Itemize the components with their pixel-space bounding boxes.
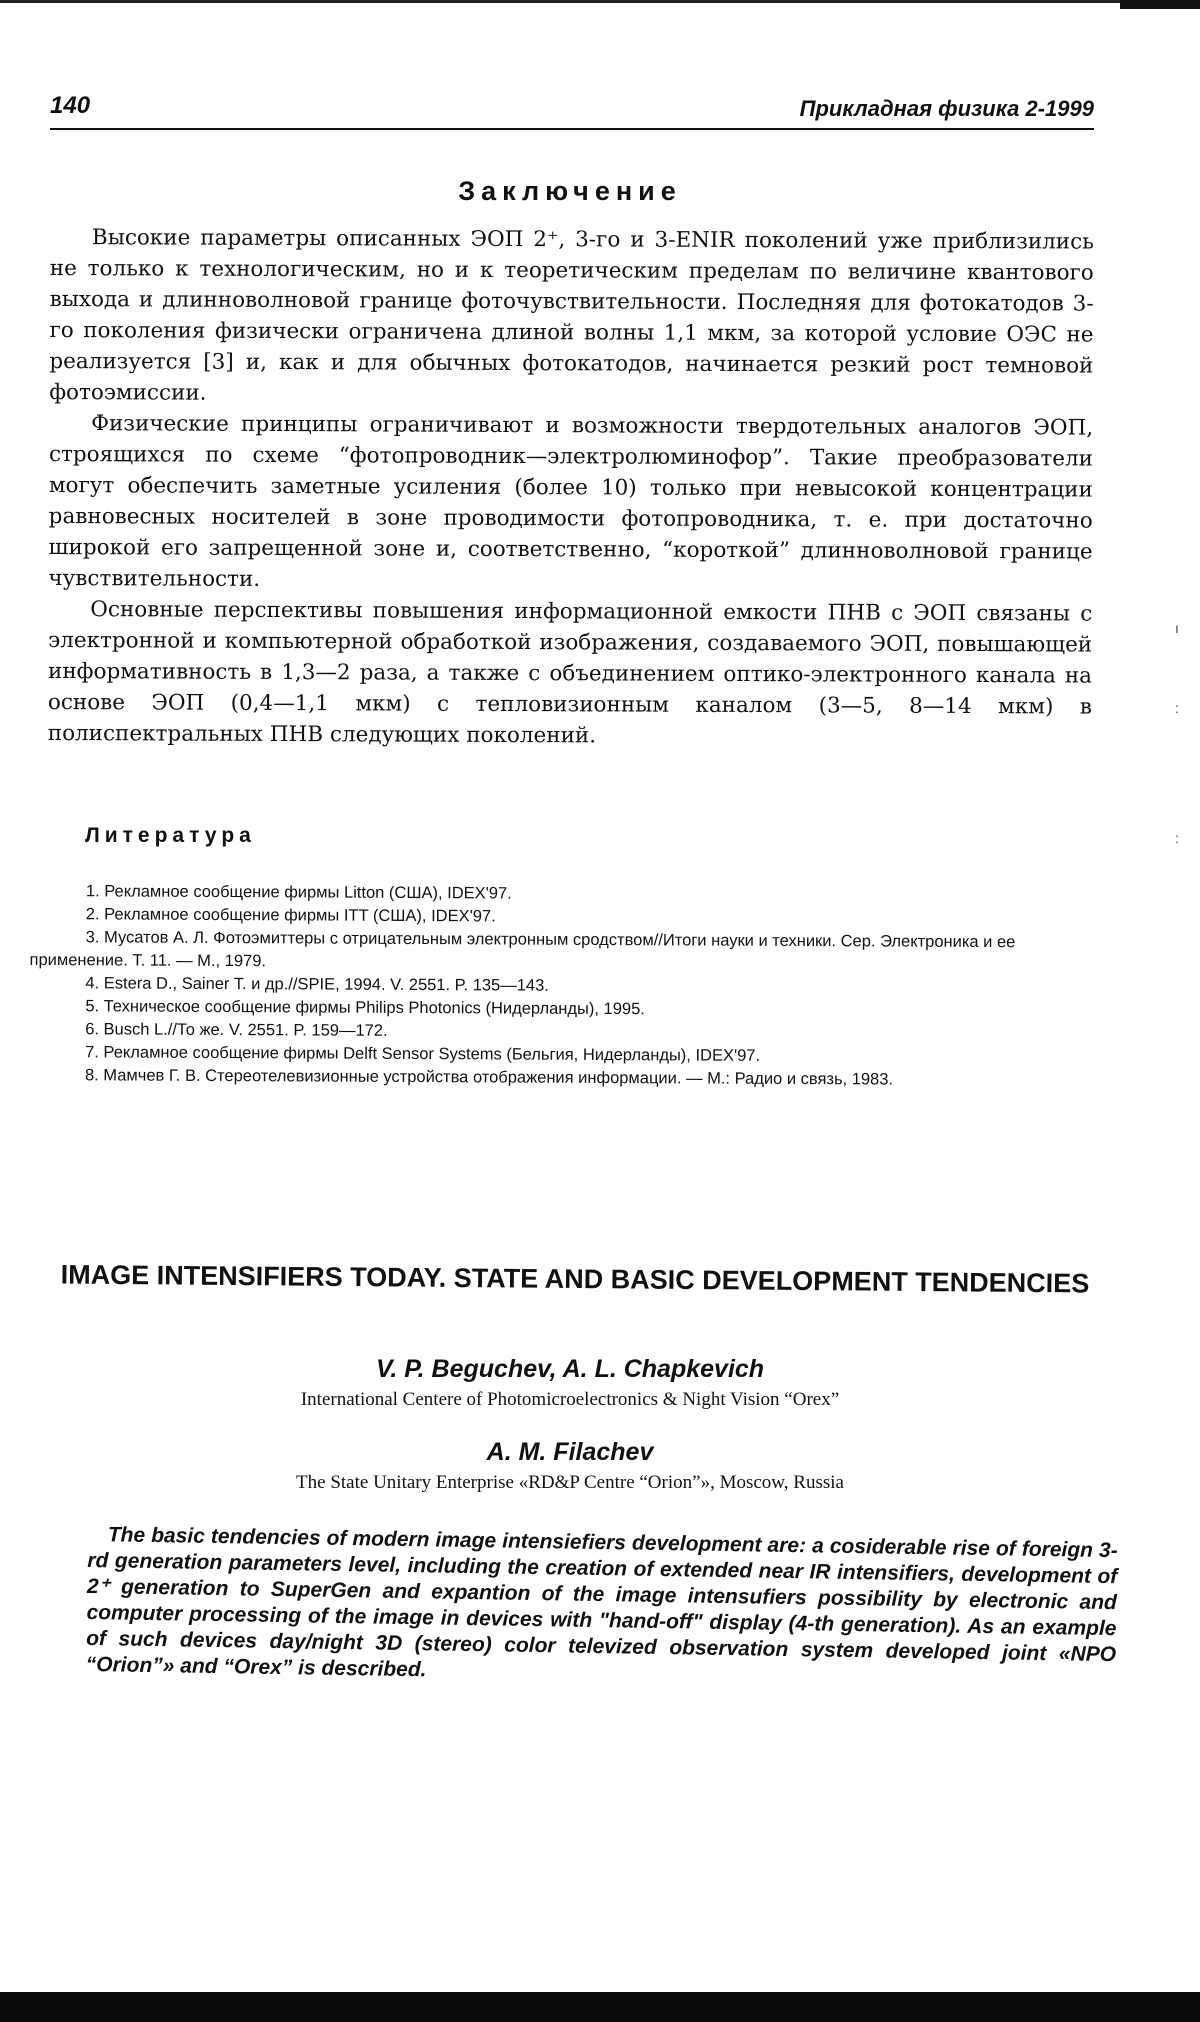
scan-speck: : xyxy=(1175,830,1179,846)
affiliation-1: International Centere of Photomicroelectronics & Night Vision “Orex” xyxy=(300,1389,840,1410)
conclusion-body xyxy=(48,222,1094,754)
journal-title: Прикладная физика 2-1999 xyxy=(799,96,1094,121)
reference-item: 4. Estera D., Sainer T. и др.//SPIE, 1994. V. 2551. P. 135—143. xyxy=(85,974,549,995)
conclusion-heading: Заключение xyxy=(458,176,682,206)
conclusion-paragraph: Высокие параметры описанных ЭОП 2⁺, 3-го и 3-ENIR поколений уже приблизились не только к технологическим, но и к теоретическим пределам по величине квантового выхода и длинноволновой границе фоточувствительности. Последняя для фотокатодов 3-го поколения физически ограничена длиной волны 1,1 мкм, за которой условие ОЭС не реализуется [3] и, как и для обычных фотокатодов, начинается резкий рост темновой фотоэмиссии. xyxy=(49,225,1094,406)
conclusion-paragraph: Основные перспективы повышения информационной емкости ПНВ с ЭОП связаны с электронной и компьютерной обработкой изображения, создаваемого ЭОП, повышающей информативность в 1,3—2 раза, а также с объединением оптико-электронного канала на основе ЭОП (0,4—1,1 мкм) с тепловизионным каналом (3—5, 8—14 мкм) в полиспектральных ПНВ следующих поколений. xyxy=(47,597,1093,749)
english-title: IMAGE INTENSIFIERS TODAY. STATE AND BASIC DEVELOPMENT TENDENCIES xyxy=(60,1259,1090,1299)
scan-border-top xyxy=(0,0,1200,3)
authors-line-2: A. M. Filachev xyxy=(486,1438,654,1466)
reference-item: 5. Техническое сообщение фирмы Philips Photonics (Нидерланды), 1995. xyxy=(85,997,645,1019)
reference-item: 8. Мамчев Г. В. Стереотелевизионные устройства отображения информации. — М.: Радио и связь, 1983. xyxy=(84,1066,894,1089)
scan-speck: ı xyxy=(1175,620,1179,636)
reference-list xyxy=(29,880,1110,1093)
page-number: 140 xyxy=(50,92,91,119)
references-heading: Литература xyxy=(85,824,256,847)
conclusion-paragraph: Физические принципы ограничивают и возможности твердотельных аналогов ЭОП, строящихся по схеме “фотопроводник—электролюминофор”. Такие преобразователи могут обеспечить заметные усиления (более 10) только при невысокой концентрации равновесных носителей в зоне проводимости фотопроводника, т. е. при достаточно широкой его запрещенной зоне и, соответственно, “короткой” длинноволновой границе чувствительности. xyxy=(48,411,1094,592)
scan-speck: : xyxy=(1175,700,1179,716)
reference-item: 7. Рекламное сообщение фирмы Delft Sensor Systems (Бельгия, Нидерланды), IDEX'97. xyxy=(85,1043,761,1065)
reference-item: 3. Мусатов А. Л. Фотоэмиттеры с отрицательным электронным сродством//Итоги науки и техники. Сер. Электроника и ее применение. Т. 11. — М., 1979. xyxy=(29,928,1016,971)
reference-item: 1. Рекламное сообщение фирмы Litton (США), IDEX'97. xyxy=(85,882,512,903)
scan-border-corner xyxy=(1120,0,1200,9)
abstract-text: The basic tendencies of modern image intensiefiers development are: a cosiderable rise of foreign 3-rd generation parameters level, including the creation of extended near IR intensifiers, development of 2⁺ generation to SuperGen and expantion of the image intensufiers possibility by electronic and computer processing of the image in devices with "hand-off" display (4-th generation). As an example of such devices day/night 3D (stereo) color televized observation system developed joint «NPO “Orion”» and “Orex” is described. xyxy=(85,1523,1118,1682)
reference-item: 6. Busch L.//То же. V. 2551. P. 159—172. xyxy=(85,1020,388,1040)
authors-line-1: V. P. Beguchev, A. L. Chapkevich xyxy=(375,1355,765,1383)
english-abstract xyxy=(86,1522,1118,1694)
scan-border-bottom xyxy=(0,1992,1200,2022)
running-header xyxy=(50,92,1094,130)
reference-item: 2. Рекламное сообщение фирмы ITT (США), IDEX'97. xyxy=(85,905,496,926)
affiliation-2: The State Unitary Enterprise «RD&P Centre “Orion”», Moscow, Russia xyxy=(296,1472,844,1493)
